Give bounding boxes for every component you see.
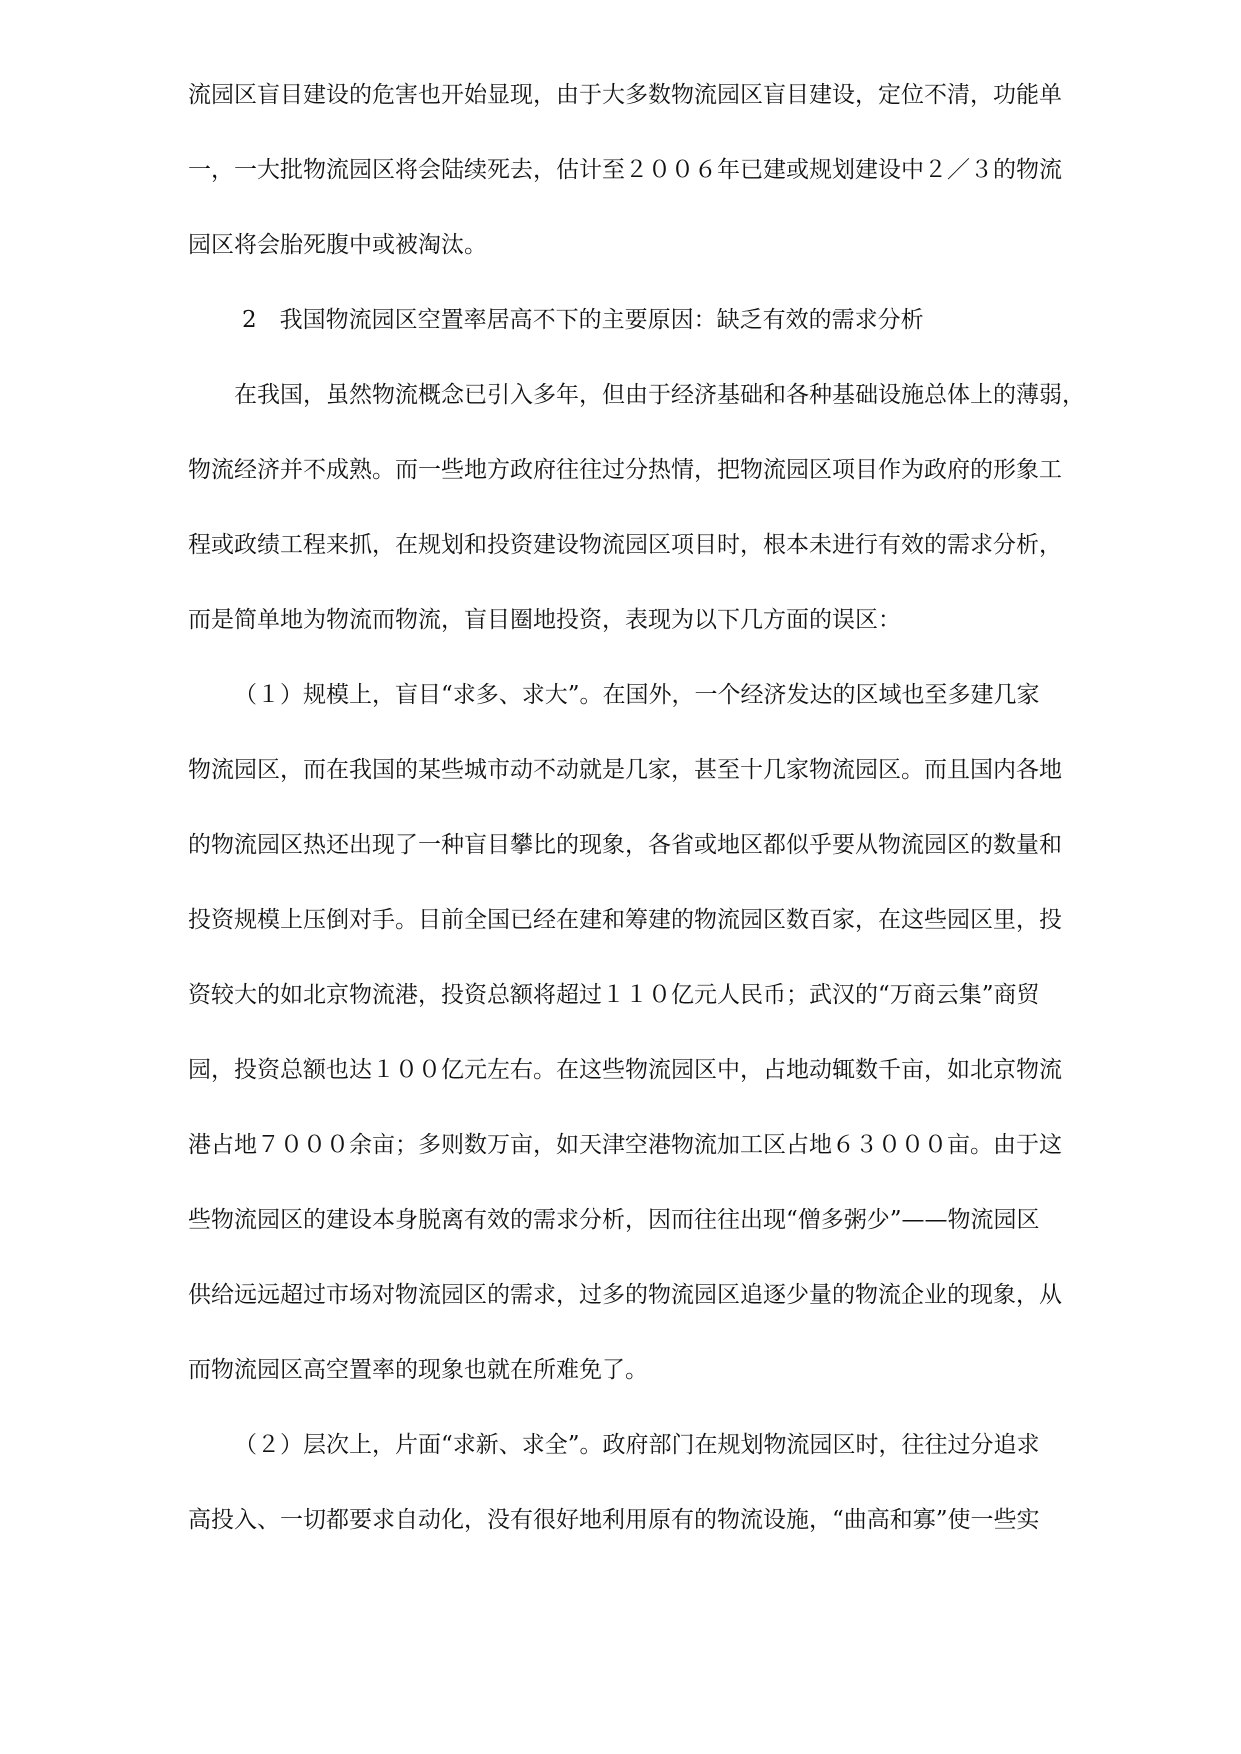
body-text [188,70,1138,1570]
text-line: 园，投资总额也达１００亿元左右。在这些物流园区中，占地动辄数千亩，如北京物流 [188,1057,1062,1083]
paragraph-first-line: （２）层次上，片面“求新、求全”。政府部门在规划物流园区时，往往过分追求 [234,1432,1040,1458]
text-line: 程或政绩工程来抓，在规划和投资建设物流园区项目时，根本未进行有效的需求分析， [188,532,1062,558]
text-line: 的物流园区热还出现了一种盲目攀比的现象，各省或地区都似乎要从物流园区的数量和 [188,832,1062,858]
text-line: 高投入、一切都要求自动化，没有很好地利用原有的物流设施，“曲高和寡”使一些实 [188,1507,1040,1533]
paragraph-first-line: 在我国，虽然物流概念已引入多年，但由于经济基础和各种基础设施总体上的薄弱， [234,382,1085,408]
section-heading: 2 我国物流园区空置率居高不下的主要原因：缺乏有效的需求分析 [242,307,924,333]
text-line: 些物流园区的建设本身脱离有效的需求分析，因而往往出现“僧多粥少”——物流园区 [188,1207,1040,1233]
text-line: 物流园区，而在我国的某些城市动不动就是几家，甚至十几家物流园区。而且国内各地 [188,757,1062,783]
text-line: 一，一大批物流园区将会陆续死去，估计至２００６年已建或规划建设中２／３的物流 [188,157,1062,183]
paragraph-first-line: （１）规模上，盲目“求多、求大”。在国外，一个经济发达的区域也至多建几家 [234,682,1040,708]
text-line: 供给远远超过市场对物流园区的需求，过多的物流园区追逐少量的物流企业的现象，从 [188,1282,1062,1308]
text-line: 而是简单地为物流而物流，盲目圈地投资，表现为以下几方面的误区： [188,607,901,633]
text-line: 港占地７０００余亩；多则数万亩，如天津空港物流加工区占地６３０００亩。由于这 [188,1132,1062,1158]
text-line: 资较大的如北京物流港，投资总额将超过１１０亿元人民币；武汉的“万商云集”商贸 [188,982,1040,1008]
text-line: 物流经济并不成熟。而一些地方政府往往过分热情，把物流园区项目作为政府的形象工 [188,457,1062,483]
text-line: 园区将会胎死腹中或被淘汰。 [188,232,487,258]
text-line: 流园区盲目建设的危害也开始显现，由于大多数物流园区盲目建设，定位不清，功能单 [188,82,1062,108]
text-line: 而物流园区高空置率的现象也就在所难免了。 [188,1357,648,1383]
text-line: 投资规模上压倒对手。目前全国已经在建和筹建的物流园区数百家，在这些园区里，投 [188,907,1062,933]
